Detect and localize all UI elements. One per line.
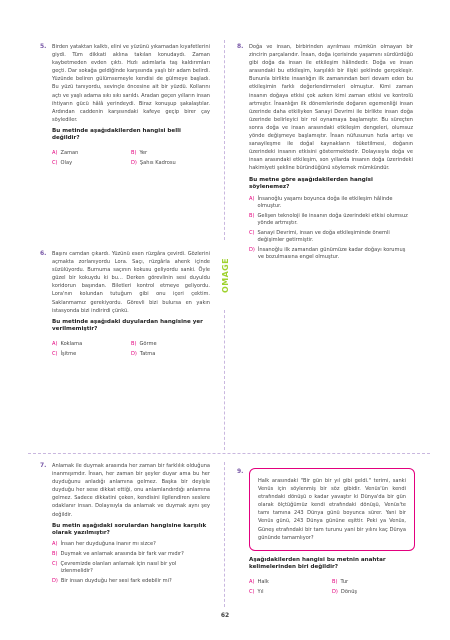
answer-options: [249, 196, 413, 261]
option-c[interactable]: C) Çevremizde olanları anlamak için nasıl bir yol izlenmelidir?: [52, 560, 177, 574]
option-b[interactable]: B) Duymak ve anlamak arasında bir fark var mıdır?: [52, 550, 184, 557]
option-d[interactable]: D) İnsanoğlu ilk zamandan günümüze kadar doğayı korumuş ve bozulmasına engel olmuştur.: [249, 246, 406, 260]
question-prompt: Bu metin aşağıdaki sorulardan hangisine karşılık olarak yazılmıştır?: [52, 522, 207, 537]
question-text: Halk arasındaki "Bir gün bir yıl gibi geldi." terimi, sanki Venüs için söylenmiş bir söz gibidir. Venüs'ün kendi etrafındaki dönüşü o kadar yavaştır ki Dünya'da bir gün olarak ölçtüğümüz kendi etrafındaki dönüşü, Venüs'te tamı tamına 243 Dünya günü boyunca sürer. Yani bir Venüs günü, 243 Dünya gününe eşittir. Peki ya Venüs, Güneş etrafındaki bir tam turunu yani bir yılını kaç Dünya gününde tamamlıyor?: [258, 478, 406, 541]
question-number: 8.: [237, 43, 244, 50]
question-prompt: Bu metne göre aşağıdakilerden hangisi söylenemez?: [249, 176, 373, 190]
question-5: [40, 43, 210, 166]
answer-options: [52, 541, 210, 585]
question-6: [40, 250, 210, 357]
option-d[interactable]: D) Şahıs Kadrosu: [131, 159, 176, 166]
option-a[interactable]: A) Halk: [249, 578, 269, 585]
row-divider: [28, 453, 430, 454]
reading-passage-box: [249, 468, 415, 551]
option-a[interactable]: A) İnsanoğlu yaşamı boyunca doğa ile etkileşim hâlinde olmuştur.: [249, 195, 393, 209]
option-d[interactable]: D) Bir insan duyduğu her sesi fark edebilir mi?: [52, 577, 172, 584]
question-prompt: Bu metinde aşağıdakilerden hangisi belli değildir?: [52, 127, 181, 142]
answer-options: [249, 579, 415, 595]
brand-logo: OMAGE: [218, 248, 232, 302]
question-9: [237, 468, 415, 595]
question-text: Doğa ve insan, birbirinden ayrılması mümkün olmayan bir zincirin parçalarıdır. İnsan, doğa içerisinde yaşamını sürdürdüğü gibi doğa da insan ile etkileşim hâlindedir. Doğa ve insan arasındaki bu etkileşim, karşılıklı bir ilişki şeklinde gerçekleşir. Bununla birlikte insanlığın ilk zamanından beri devam eden bu etkileşimin farklı değerlendirmeleri olmuştur. Kimi zaman insanın doğaya etkisi çok azken kimi zaman etkisi ve kontrolü artmıştır. İnsanlığın ilk dönemlerinde doğanın egemenliği insan üzerinde daha etkiliyken Sanayi Devrimi ile birlikte insan doğa üzerinde belirleyici bir rol oynamaya başlamıştır. Bu süreçten sonra doğa ve insan arasındaki etkileşim dengeleri, olumsuz yönde değişmeye başlamıştır. İnsan nüfusunun hızla artışı ve sanayileşme ile doğal kaynakların tüketilmesi, doğanın üzerindeki insanın etkisini göstermektedir. Dolayısıyla doğa ve insan arasındaki etkileşim, son yıllarda insanın doğa üzerindeki hakimiyeti şekline büründüğünü söylemek mümkündür.: [249, 44, 413, 172]
option-b[interactable]: B) Tur: [332, 578, 349, 585]
page-number: 62: [220, 612, 230, 619]
question-prompt: Bu metinde aşağıdaki duyulardan hangisine yer verilmemiştir?: [52, 318, 203, 333]
option-d[interactable]: D) Tatma: [131, 350, 156, 357]
option-c[interactable]: C) Olay: [52, 159, 73, 166]
option-c[interactable]: C) İşitme: [52, 350, 77, 357]
option-b[interactable]: B) Görme: [131, 340, 157, 347]
question-text: Birden yataktan kalktı, elini ve yüzünü yıkamadan kıyafetlerini giydi. Tüm dikkati aklına takılan konudaydı. Zaman kaybetmeden evden çıktı. Hızlı adımlarla taş kaldırımları geçti. Dar sokağa geldiğinde karşısında yaşlı bir adam belirdi. Yüzünde beliren gülümsemeyle kendisi de gülmeye başladı. Bu yüzü tanıyordu, sevinçle öncesine ait bir yüzdü. Kollarını açtı ve yaşlı adama sıkı sıkı sarıldı. Aradan geçen yılların insan ihtiyarın gücü hâlâ yerindeydi. Biraz konuşup şakalaştılar. Ardından caddenin karşısındaki kafeye geçip birer çay söylediler.: [52, 44, 210, 123]
question-number: 9.: [237, 468, 244, 475]
column-divider-bottom: [224, 462, 225, 607]
question-8: [237, 43, 413, 261]
question-number: 6.: [40, 250, 47, 257]
answer-options: [52, 150, 210, 166]
column-divider-top: [224, 40, 225, 240]
option-c[interactable]: C) Yıl: [249, 588, 264, 595]
option-b[interactable]: B) Yer: [131, 149, 148, 156]
option-a[interactable]: A) Zaman: [52, 149, 79, 156]
question-text: Başını camdan çıkardı. Yüzünü esen rüzgâra çevirdi. Gözlerini açmakta zorlanıyordu Lora. Saçı, rüzgârla ahenk içinde süzülüyordu. Burnuma saçının kokusu geliyordu sanki. Öyle güzel bir kokuydu ki bu… Derken görevlinin sesi duyuldu koridorun başından. Biletleri kontrol etmeye geliyordu. Lora'nın kolundan tutuğum gibi onu içeri çektim. Saklanmamız gerekiyordu. Görevli bizi bulursa en yakın istasyonda bizi indirirdi çünkü.: [52, 251, 210, 314]
question-7: [40, 462, 210, 585]
option-a[interactable]: A) İnsan her duyduğuna inanır mı sizce?: [52, 540, 156, 547]
column-divider-middle: [224, 310, 225, 450]
option-a[interactable]: A) Koklama: [52, 340, 83, 347]
option-b[interactable]: B) Gelişen teknoloji ile insanın doğa üzerindeki etkisi olumsuz yönde artmıştır.: [249, 212, 408, 226]
option-c[interactable]: C) Sanayi Devrimi, insan ve doğa etkileşiminde önemli değişimler getirmiştir.: [249, 229, 390, 243]
answer-options: [52, 341, 210, 357]
question-number: 5.: [40, 43, 47, 50]
question-prompt: Aşağıdakilerden hangisi bu metnin anahtar kelimelerinden biri değildir?: [249, 556, 386, 571]
question-number: 7.: [40, 462, 47, 469]
question-text: Anlamak ile duymak arasında her zaman bir farklılık olduğuna inanmışımdır. İnsan, her zaman bir şeyler duyar ama bu her duyduğunu anladığı anlamına gelmez. Başka bir deyişle duyduğu her sese dikkat ettiği, onu anlamlandırdığı anlamına gelmez. Sadece dikkatini çeken, kendisini ilgilendiren seslere odaklanır insan. Dolayısıyla da anlamak ve duymak aynı şey değildir.: [52, 463, 210, 518]
option-d[interactable]: D) Dönüş: [332, 588, 358, 595]
